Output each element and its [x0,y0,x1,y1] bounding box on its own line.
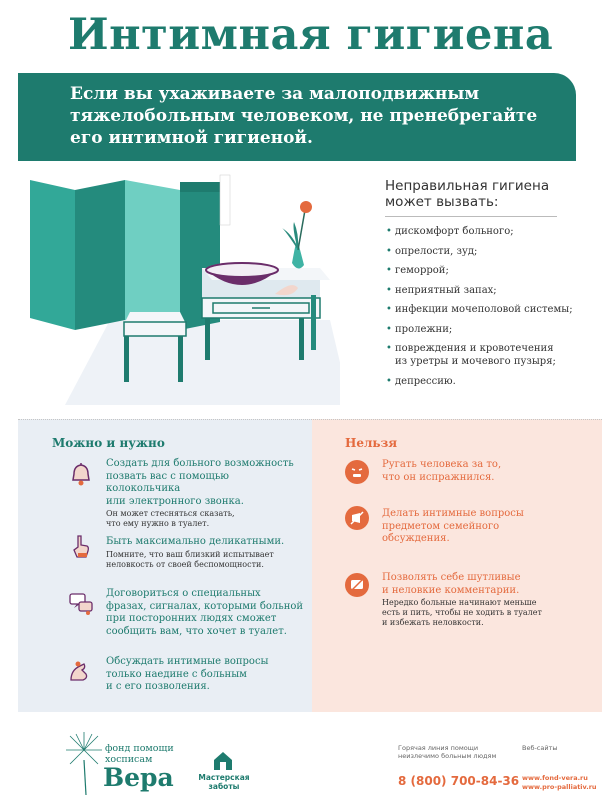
vera-logo-text: Вера [103,763,174,792]
do-item-call [106,458,306,529]
no-talking-icon [345,506,369,530]
dont-item-sub: Нередко больные начинают меньше есть и пить, чтобы не ходить в туалет и избежать неловкости. [382,598,542,627]
harms-divider [385,216,557,217]
harm-item: • депрессию. [385,375,585,388]
fond-name: фонд помощи хосписам [105,743,174,765]
page-title: Интимная гигиена [68,10,554,60]
harms-list [385,225,585,388]
dont-item-main: Делать интимные вопросы предметом семейного обсуждения. [382,508,524,544]
dont-heading: Нельзя [345,436,398,450]
harm-item: • опрелости, зуд; [385,245,585,258]
web-link-fond-vera[interactable]: www.fond-vera.ru [522,774,588,782]
banner-line-1: Если вы ухаживаете за малоподвижным [70,84,480,104]
dotted-divider [18,419,602,420]
do-item-main: Быть максимально деликатными. [106,536,285,547]
no-comment-icon [345,573,369,597]
do-item-delicate [106,536,306,570]
intro-banner [18,73,576,161]
bell-icon [68,462,94,488]
hotline-label: Горячая линия помощи неизлечимо больным людям [398,744,497,760]
harm-item: • дискомфорт больного; [385,225,585,238]
dont-item-main: Позволять себе шутливые и неловкие комментарии. [382,572,521,596]
house-logo-icon [212,750,234,772]
web-links [522,774,597,791]
web-label: Веб-сайты [522,744,558,752]
harms-title: Неправильная гигиена может вызвать: [385,178,550,210]
banner-line-2: тяжелобольным человеком, не пренебрегайте [70,106,538,126]
dont-item-discuss [382,508,592,546]
dont-item-scold [382,459,592,484]
do-item-main: Договориться о специальных фразах, сигналах, которыми больной при посторонних людях сможет сообщить вам, что хочет в туалет. [106,588,304,637]
do-item-sub: Помните, что ваш близкий испытывает неловкость от своей беспомощности. [106,549,274,569]
harms-block [385,178,585,394]
dandelion-logo-icon [62,730,107,795]
do-item-signals [106,588,306,638]
angry-face-icon [345,460,369,484]
web-link-pro-palliativ[interactable]: www.pro-palliativ.ru [522,782,597,791]
do-item-sub: Он может стесняться сказать, что ему нужно в туалет. [106,509,235,528]
master-logo-text: Мастерская заботы [198,773,250,791]
do-item-main: Создать для больного возможность позвать вас с помощью колокольчика или электронного звонка. [106,458,294,507]
dont-item-jokes [382,572,597,628]
harm-item: • пролежни; [385,323,585,336]
chat-bubbles-icon [68,590,94,616]
banner-line-3: его интимной гигиеной. [70,128,313,148]
harm-item: • инфекции мочеполовой системы; [385,303,585,316]
do-heading: Можно и нужно [52,436,165,450]
do-item-main: Обсуждать интимные вопросы только наедине с больным и с его позволения. [106,656,269,692]
harm-item: • повреждения и кровотечения из уретры и мочевого пузыря; [385,342,585,368]
shush-hand-icon [68,658,94,684]
dont-item-main: Ругать человека за то, что он испражнился. [382,459,502,483]
harm-item: • геморрой; [385,264,585,277]
harm-item: • неприятный запах; [385,284,585,297]
do-item-private [106,656,306,694]
pointing-hand-icon [68,533,94,559]
bathroom-illustration [30,170,340,405]
banner-text [70,83,570,149]
hotline-phone[interactable]: 8 (800) 700-84-36 [398,774,520,788]
